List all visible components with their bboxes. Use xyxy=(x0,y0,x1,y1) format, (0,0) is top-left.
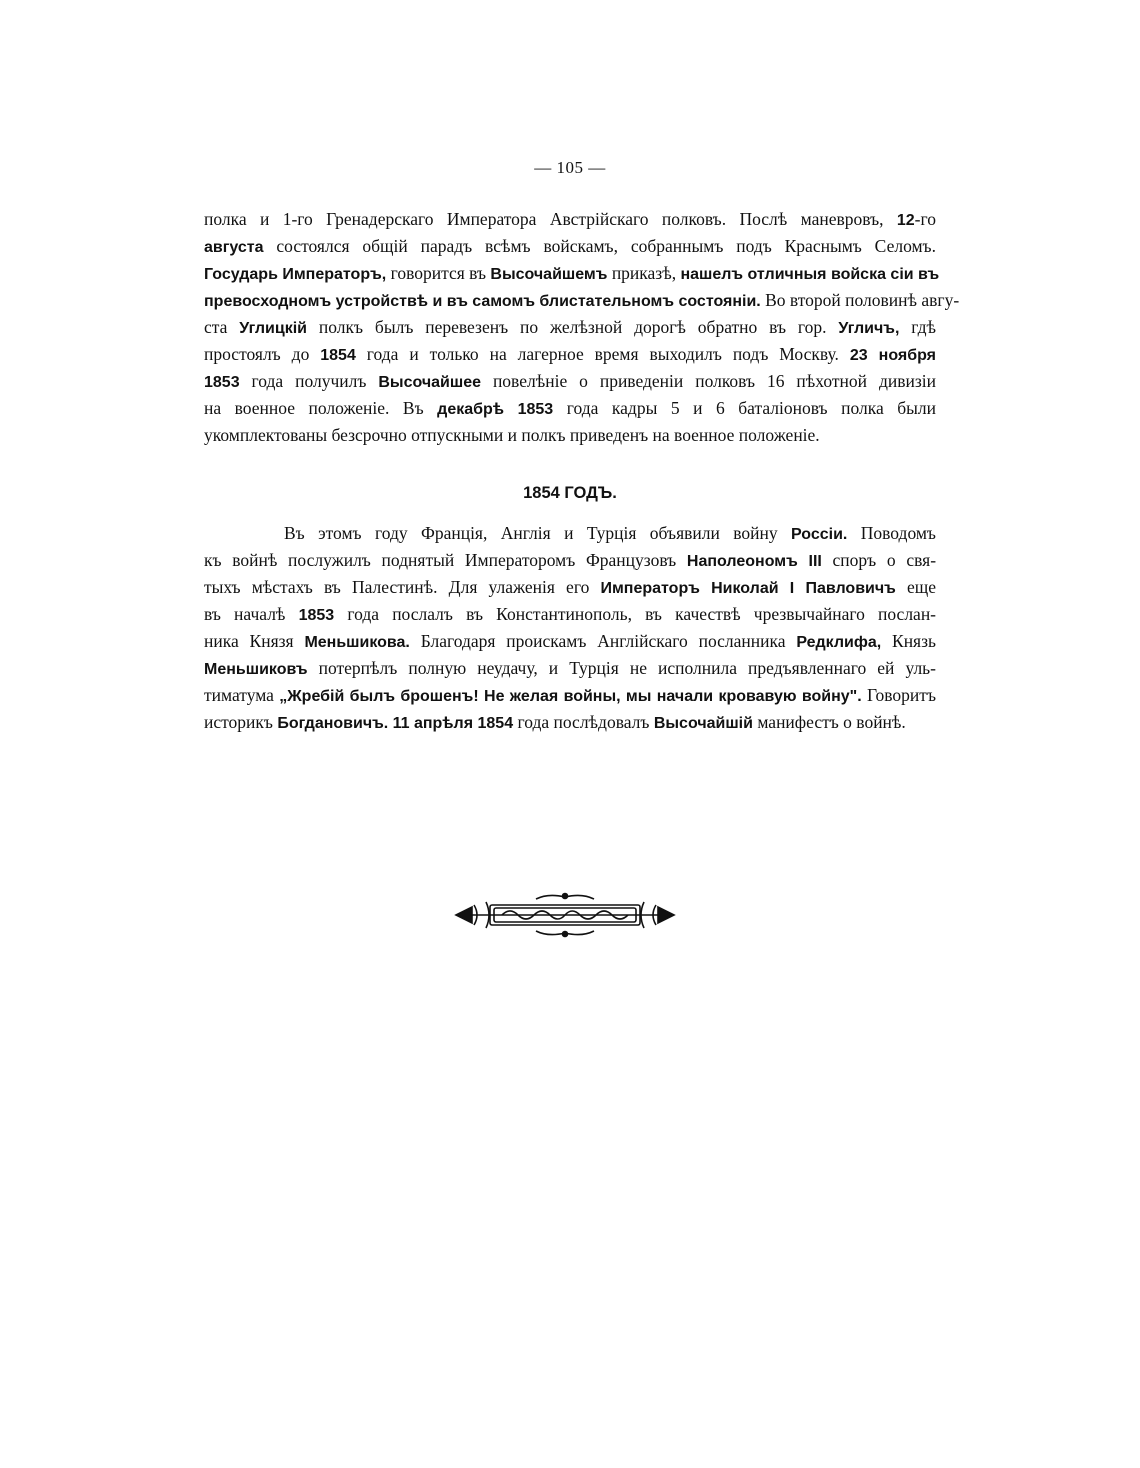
bold-text: Редклифа, xyxy=(796,634,882,651)
bold-text: Угличъ, xyxy=(838,320,900,337)
bold-text: Императоръ Николай I Павловичъ xyxy=(600,580,896,597)
text-run: ника Князя xyxy=(204,631,305,651)
text-run: года и только на лагерное время выходилъ подъ Москву. xyxy=(355,344,850,364)
text-run: года кадры 5 и 6 баталіоновъ полка были xyxy=(553,398,936,418)
bold-text: Высочайшемъ xyxy=(490,266,608,283)
text-run: на военное положеніе. Въ xyxy=(204,398,438,418)
text-run: укомплектованы безсрочно отпускными и полкъ приведенъ на военное положеніе. xyxy=(204,425,820,445)
text-line xyxy=(204,287,960,314)
bold-text: Меньшиковъ xyxy=(204,661,308,678)
text-run: полка и 1-го Гренадерскаго Императора Австрійскаго полковъ. Послѣ маневровъ, xyxy=(204,209,897,229)
text-line xyxy=(204,314,936,341)
bold-text: декабрѣ 1853 xyxy=(437,401,554,418)
text-line xyxy=(204,395,936,422)
bold-text: Наполеономъ III xyxy=(686,553,822,570)
bold-text: августа xyxy=(204,239,264,256)
text-run: простоялъ до xyxy=(204,344,321,364)
text-run: года послалъ въ Константинополь, въ качествѣ чрезвычайнаго послан- xyxy=(334,604,937,624)
bold-text: 11 апрѣля 1854 xyxy=(392,715,514,732)
bold-text: 1854 xyxy=(320,347,356,364)
text-run: года получилъ xyxy=(239,371,379,391)
text-run: -го xyxy=(914,209,936,229)
bold-text: Богдановичъ. xyxy=(277,715,389,732)
text-run: къ войнѣ послужилъ поднятый Императоромъ Французовъ xyxy=(204,550,687,570)
text-run: историкъ xyxy=(204,712,278,732)
text-run: Во второй половинѣ авгу- xyxy=(760,290,960,310)
text-run: Князь xyxy=(881,631,937,651)
paragraph-2 xyxy=(204,520,936,736)
bold-text: Россіи. xyxy=(791,526,848,543)
bold-text: 23 ноября xyxy=(849,347,936,364)
text-run: потерпѣлъ полную неудачу, и Турція не исполнила предъявленнаго ей уль- xyxy=(307,658,936,678)
text-run: еще xyxy=(895,577,936,597)
bold-text: Углицкій xyxy=(239,320,308,337)
bold-text: 1853 xyxy=(298,607,335,624)
bold-text: Высочайшее xyxy=(378,374,482,391)
text-run: ста xyxy=(204,317,240,337)
text-line xyxy=(204,520,936,547)
section-heading: 1854 ГОДЪ. xyxy=(523,484,617,502)
bold-text: 12 xyxy=(896,212,915,229)
text-line xyxy=(204,601,936,628)
text-line xyxy=(204,206,936,233)
text-run: Поводомъ xyxy=(847,523,936,543)
text-run: повелѣніе о приведеніи полковъ 16 пѣхотной дивизіи xyxy=(481,371,936,391)
text-line xyxy=(204,574,936,601)
text-line xyxy=(204,547,936,574)
text-run: тыхъ мѣстахъ въ Палестинѣ. Для улаженія его xyxy=(204,577,601,597)
text-run: гдѣ xyxy=(899,317,936,337)
decorative-tailpiece-icon xyxy=(452,890,678,940)
text-run: Говоритъ xyxy=(861,685,936,705)
bold-text: Меньшикова. xyxy=(304,634,410,651)
page-number: — 105 — xyxy=(534,158,606,177)
text-line xyxy=(204,682,936,709)
text-run: говорится въ xyxy=(386,263,491,283)
text-line xyxy=(204,422,936,449)
text-line xyxy=(204,709,936,736)
text-line xyxy=(204,233,936,260)
text-run: тиматума xyxy=(204,685,280,705)
text-run: состоялся общій парадъ всѣмъ войскамъ, собраннымъ подъ Краснымъ Селомъ. xyxy=(263,236,936,256)
bold-text: превосходномъ устройствѣ и въ самомъ блистательномъ состояніи. xyxy=(204,293,761,310)
bold-text: Высочайшій xyxy=(653,715,753,732)
text-run: Благодаря проискамъ Англійскаго посланника xyxy=(409,631,797,651)
text-run: полкъ былъ перевезенъ по желѣзной дорогѣ обратно въ гор. xyxy=(307,317,839,337)
paragraph-1 xyxy=(204,206,960,449)
bold-text: „Жребій былъ брошенъ! Не желая войны, мы начали кровавую войну". xyxy=(279,688,862,705)
text-run: въ началѣ xyxy=(204,604,299,624)
text-line xyxy=(204,341,936,368)
text-run: манифестъ о войнѣ. xyxy=(752,712,906,732)
bold-text: Государь Императоръ, xyxy=(204,266,387,283)
bold-text: нашелъ отличныя войска сіи въ xyxy=(680,266,940,283)
text-run: Въ этомъ году Франція, Англія и Турція объявили войну xyxy=(284,523,792,543)
text-run: года послѣдовалъ xyxy=(513,712,654,732)
text-run: приказѣ, xyxy=(607,263,681,283)
text-line xyxy=(204,628,936,655)
bold-text: 1853 xyxy=(204,374,240,391)
text-line xyxy=(204,260,940,287)
text-line xyxy=(204,368,936,395)
text-run: споръ о свя- xyxy=(821,550,937,570)
text-line xyxy=(204,655,936,682)
